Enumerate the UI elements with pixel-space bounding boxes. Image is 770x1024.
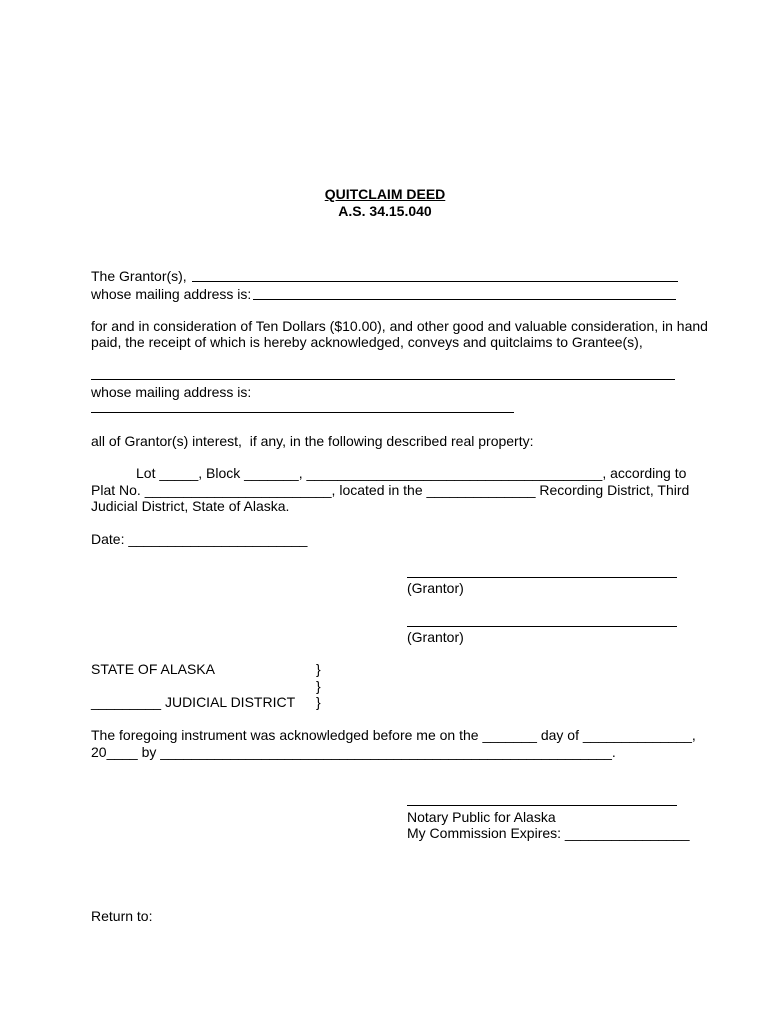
consideration-line-2: paid, the receipt of which is hereby acknowledged, conveys and quitclaims to Grantee(s),	[91, 334, 643, 350]
grantor-signature-label-2: (Grantor)	[407, 629, 464, 645]
acknowledgment-line-1[interactable]: The foregoing instrument was acknowledged before me on the _______ day of ______________,	[91, 727, 696, 743]
property-line-2[interactable]: Plat No. ________________________, located in the ______________ Recording District, Third	[91, 482, 690, 498]
grantor-name-blank[interactable]	[192, 281, 678, 282]
notary-commission[interactable]: My Commission Expires: ________________	[407, 825, 690, 841]
statute-reference: A.S. 34.15.040	[338, 203, 432, 219]
grantee-mailing-blank[interactable]	[91, 412, 514, 413]
return-to-label: Return to:	[91, 908, 153, 924]
property-line-3: Judicial District, State of Alaska.	[91, 498, 290, 514]
venue-brace-1: }	[316, 661, 321, 677]
venue-district[interactable]: _________ JUDICIAL DISTRICT	[91, 694, 296, 710]
consideration-line-1: for and in consideration of Ten Dollars ($10.00), and other good and valuable consideration, in hand	[91, 318, 708, 334]
date-field[interactable]: Date: _______________________	[91, 531, 308, 547]
notary-signature-line[interactable]	[407, 805, 677, 806]
grantor-signature-line-2[interactable]	[407, 626, 677, 627]
acknowledgment-line-2[interactable]: 20____ by __________________________________________________________.	[91, 744, 616, 760]
venue-state: STATE OF ALASKA	[91, 661, 215, 677]
grantee-mailing-label: whose mailing address is:	[91, 384, 252, 400]
grantor-label: The Grantor(s),	[91, 268, 191, 284]
grantor-signature-label-1: (Grantor)	[407, 580, 464, 596]
grantor-signature-line-1[interactable]	[407, 577, 677, 578]
property-line-1[interactable]: Lot _____, Block _______, ______________________________________, according to	[136, 465, 687, 481]
grantee-name-blank[interactable]	[91, 379, 675, 380]
grantor-mailing-blank[interactable]	[253, 299, 676, 300]
document-title: QUITCLAIM DEED	[324, 186, 446, 202]
grantor-mailing-label: whose mailing address is:	[91, 286, 256, 302]
notary-title: Notary Public for Alaska	[407, 809, 556, 825]
venue-brace-3: }	[316, 694, 321, 710]
venue-brace-2: }	[316, 678, 321, 694]
property-intro: all of Grantor(s) interest, if any, in the following described real property:	[91, 433, 534, 449]
